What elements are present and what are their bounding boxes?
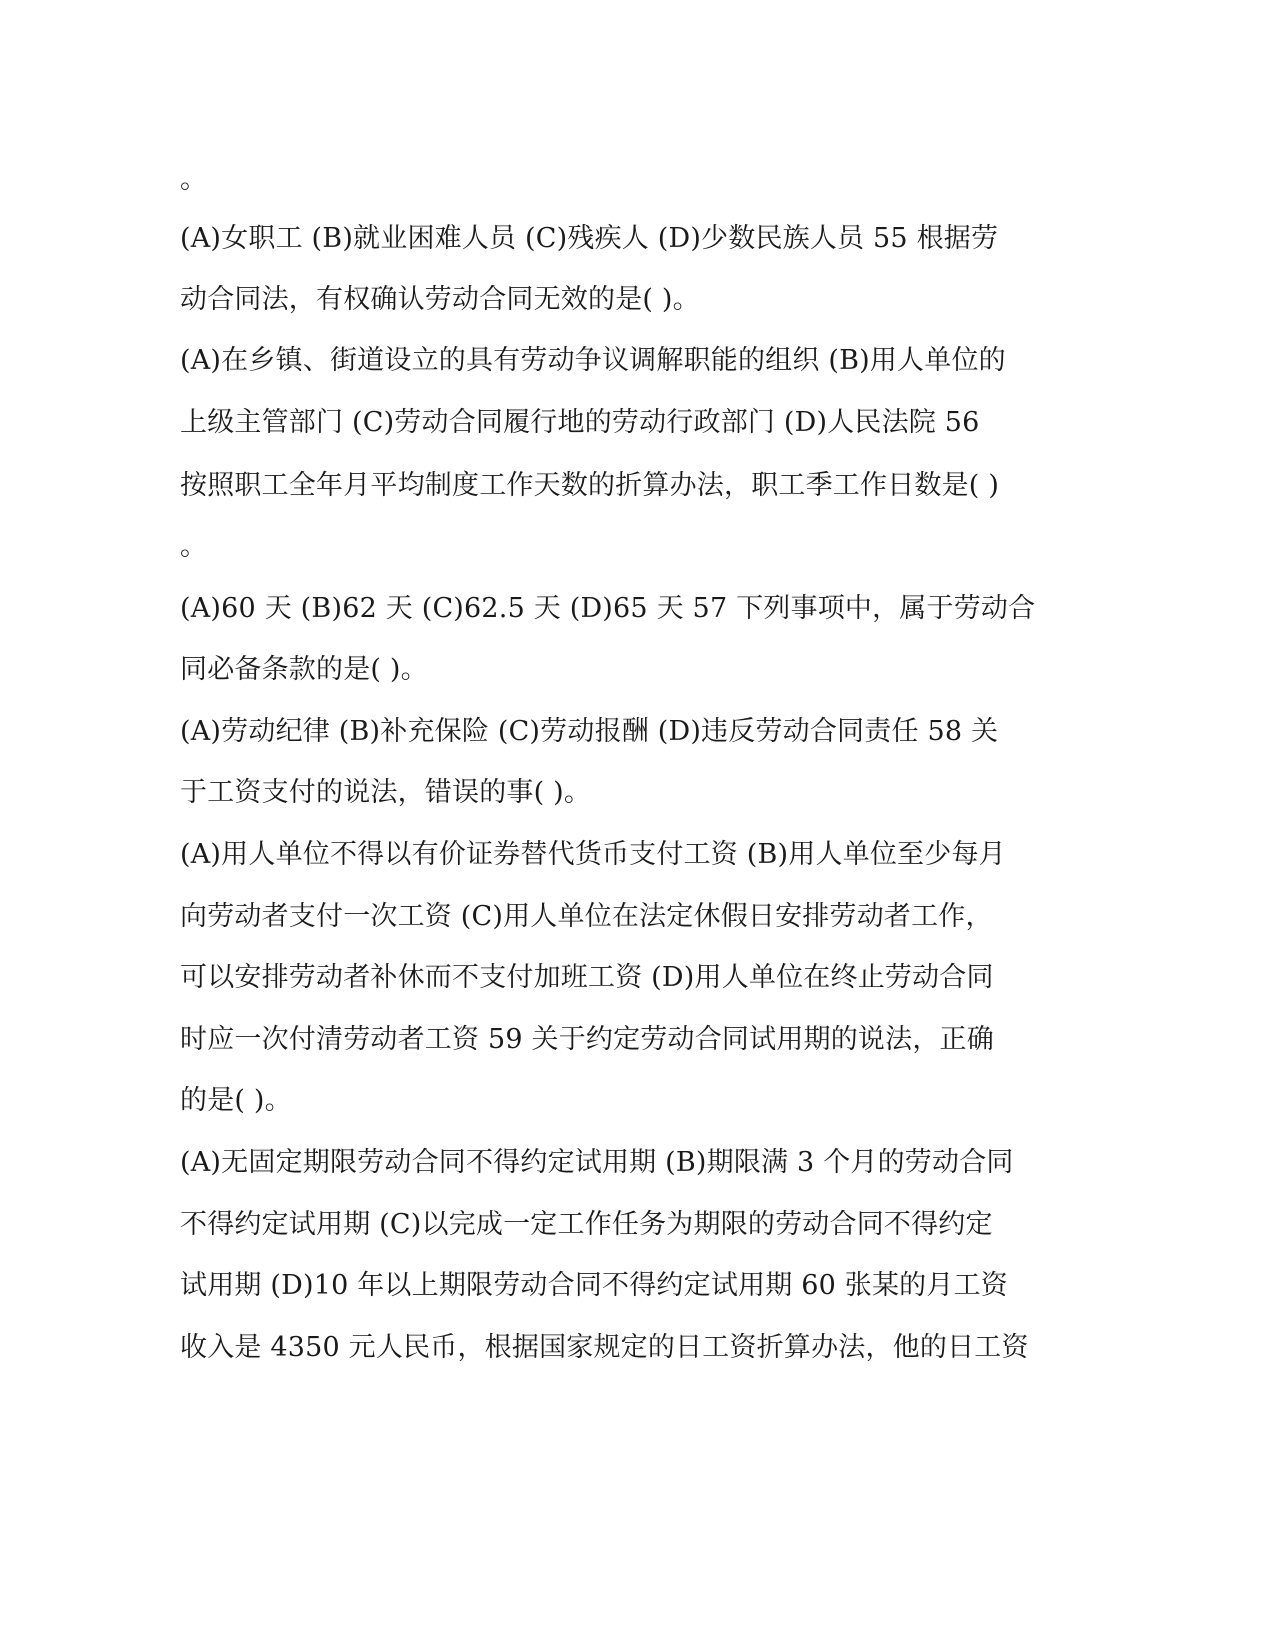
text-line: 按照职工全年月平均制度工作天数的折算办法，职工季工作日数是( )	[180, 470, 1000, 501]
text-line: (A)60 天 (B)62 天 (C)62.5 天 (D)65 天 57 下列事项中，属于劳动合	[180, 593, 1036, 624]
text-line: 时应一次付清劳动者工资 59 关于约定劳动合同试用期的说法，正确	[180, 1024, 994, 1055]
text-line: (A)在乡镇、街道设立的具有劳动争议调解职能的组织 (B)用人单位的	[180, 345, 1006, 376]
text-line: 的是( )。	[180, 1085, 292, 1116]
text-line: 试用期 (D)10 年以上期限劳动合同不得约定试用期 60 张某的月工资	[180, 1270, 1008, 1301]
text-line: 于工资支付的说法，错误的事( )。	[180, 777, 592, 808]
text-line: 可以安排劳动者补休而不支付加班工资 (D)用人单位在终止劳动合同	[180, 962, 994, 993]
text-line: 。	[180, 164, 208, 195]
text-line: (A)劳动纪律 (B)补充保险 (C)劳动报酬 (D)违反劳动合同责任 58 关	[180, 716, 999, 747]
text-line: 不得约定试用期 (C)以完成一定工作任务为期限的劳动合同不得约定	[180, 1209, 993, 1240]
text-line: 同必备条款的是( )。	[180, 654, 428, 685]
text-line: 上级主管部门 (C)劳动合同履行地的劳动行政部门 (D)人民法院 56	[180, 407, 980, 438]
text-line: 。	[180, 531, 208, 562]
text-line: 收入是 4350 元人民币，根据国家规定的日工资折算办法，他的日工资	[180, 1332, 1029, 1363]
text-line: 动合同法，有权确认劳动合同无效的是( )。	[180, 284, 700, 315]
text-line: (A)用人单位不得以有价证券替代货币支付工资 (B)用人单位至少每月	[180, 839, 1006, 870]
text-line: 向劳动者支付一次工资 (C)用人单位在法定休假日安排劳动者工作，	[180, 901, 993, 932]
text-line: (A)女职工 (B)就业困难人员 (C)残疾人 (D)少数民族人员 55 根据劳	[180, 223, 999, 254]
text-line: (A)无固定期限劳动合同不得约定试用期 (B)期限满 3 个月的劳动合同	[180, 1147, 1014, 1178]
